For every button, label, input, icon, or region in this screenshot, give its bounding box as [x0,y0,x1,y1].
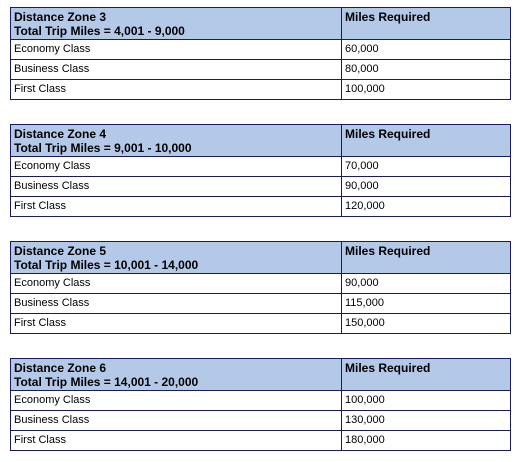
class-label: Economy Class [11,274,342,294]
zone-header-row [11,125,511,157]
class-label: Business Class [11,294,342,314]
miles-value: 150,000 [342,314,511,334]
zone-title-cell [11,242,342,274]
class-label: First Class [11,197,342,217]
class-label: Economy Class [11,157,342,177]
miles-value: 100,000 [342,391,511,411]
zone-table-6 [10,358,511,451]
table-row [11,40,511,60]
zone-range: Total Trip Miles = 10,001 - 14,000 [14,258,199,272]
class-label: Economy Class [11,391,342,411]
table-row [11,157,511,177]
zone-title: Distance Zone 5 [14,244,107,258]
miles-value: 120,000 [342,197,511,217]
table-row [11,197,511,217]
zone-table-4 [10,124,511,217]
class-label: First Class [11,314,342,334]
table-row [11,314,511,334]
miles-value: 90,000 [342,177,511,197]
table-row [11,60,511,80]
miles-value: 115,000 [342,294,511,314]
zone-title-cell [11,359,342,391]
table-row [11,274,511,294]
table-row [11,80,511,100]
table-row [11,431,511,451]
miles-value: 70,000 [342,157,511,177]
miles-value: 100,000 [342,80,511,100]
zone-table-5 [10,241,511,334]
zone-header-row [11,8,511,40]
zone-title-cell [11,125,342,157]
zone-table-3 [10,7,511,100]
table-row [11,177,511,197]
zone-title: Distance Zone 6 [14,361,107,375]
zone-title: Distance Zone 4 [14,127,107,141]
miles-value: 130,000 [342,411,511,431]
miles-required-header: Miles Required [342,125,511,157]
miles-value: 60,000 [342,40,511,60]
zone-header-row [11,359,511,391]
class-label: Economy Class [11,40,342,60]
table-row [11,391,511,411]
zone-title: Distance Zone 3 [14,10,107,24]
class-label: Business Class [11,177,342,197]
class-label: First Class [11,80,342,100]
zone-range: Total Trip Miles = 14,001 - 20,000 [14,375,199,389]
miles-value: 180,000 [342,431,511,451]
miles-value: 90,000 [342,274,511,294]
class-label: First Class [11,431,342,451]
zone-title-cell [11,8,342,40]
class-label: Business Class [11,411,342,431]
table-row [11,294,511,314]
class-label: Business Class [11,60,342,80]
zone-range: Total Trip Miles = 4,001 - 9,000 [14,24,185,38]
zone-range: Total Trip Miles = 9,001 - 10,000 [14,141,192,155]
table-row [11,411,511,431]
miles-value: 80,000 [342,60,511,80]
zone-header-row [11,242,511,274]
miles-required-header: Miles Required [342,242,511,274]
miles-required-header: Miles Required [342,359,511,391]
miles-required-header: Miles Required [342,8,511,40]
